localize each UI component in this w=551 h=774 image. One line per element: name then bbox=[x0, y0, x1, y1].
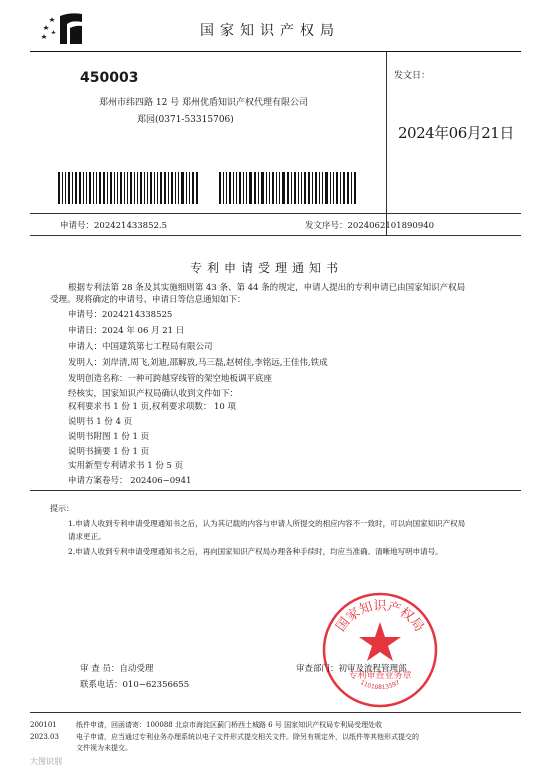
examiner: 自动受理 bbox=[119, 664, 154, 674]
examiner-line bbox=[80, 662, 153, 674]
field-application-date: 申请日：2024 年 06 月 21 日 bbox=[68, 326, 185, 336]
send-date: 2024年06月21日 bbox=[398, 124, 514, 142]
application-number-line bbox=[60, 219, 167, 231]
send-date-label: 发文日： bbox=[394, 71, 431, 81]
phone-line bbox=[80, 678, 189, 690]
watermark: 大图识别 bbox=[30, 757, 62, 766]
notes-heading: 提示： bbox=[50, 504, 74, 513]
barcode-right bbox=[219, 172, 359, 204]
received-intro: 经核实，国家知识产权局确认收到文件如下： bbox=[68, 389, 239, 399]
application-number: 202421433852.5 bbox=[94, 221, 168, 231]
field-application-no: 申请号：2024214338525 bbox=[68, 310, 173, 320]
note-item: 2.申请人收到专利申请受理通知书之后，再向国家知识产权局办理各种手续时，均应当准确、清晰地写明申请号。 bbox=[68, 547, 443, 556]
examiner-label: 审 查 员： bbox=[80, 664, 120, 674]
file-item: 申请方案卷号： 202406−0941 bbox=[68, 476, 192, 486]
column-divider bbox=[386, 51, 387, 235]
file-item: 权利要求书 1 份 1 页,权利要求项数： 10 项 bbox=[68, 402, 237, 412]
barcode-left bbox=[58, 172, 199, 204]
document-number-line bbox=[305, 219, 434, 231]
divider bbox=[30, 213, 521, 214]
file-item: 实用新型专利请求书 1 份 5 页 bbox=[68, 461, 184, 471]
footer-divider bbox=[30, 712, 521, 713]
file-item: 说明书附图 1 份 1 页 bbox=[68, 432, 150, 442]
divider bbox=[30, 235, 521, 236]
header-divider bbox=[30, 51, 521, 52]
electronic-instruction-cont: 文件视为未提交。 bbox=[76, 744, 132, 752]
note-item: 1.申请人收到专利申请受理通知书之后，认为其记载的内容与申请人所提交的相应内容不一致时，可以向国家知识产权局 bbox=[68, 519, 466, 528]
intro-text-cont: 受理。现将确定的申请号、申请日等信息通知如下： bbox=[50, 295, 246, 305]
document-number-label: 发文序号： bbox=[305, 221, 348, 231]
office-logo-icon bbox=[40, 10, 86, 46]
office-name: 国家知识产权局 bbox=[200, 23, 340, 39]
department: 初审及流程管理部 bbox=[338, 664, 407, 674]
recipient-address: 郑州市纬四路 12 号 郑州优盾知识产权代理有限公司 bbox=[99, 98, 309, 108]
phone-label: 联系电话： bbox=[80, 680, 123, 690]
recipient-contact: 郑园(0371-53315706) bbox=[137, 115, 234, 125]
field-inventors: 发明人：刘岸清,周飞,刘迪,邵解放,马三磊,赵树佳,李铭远,王佳伟,铁成 bbox=[68, 358, 328, 368]
department-line bbox=[296, 662, 407, 674]
electronic-instruction: 电子申请，应当通过专利业务办理系统以电子文件形式提交相关文件。除另有规定外，以纸件等其他形式提交的 bbox=[76, 733, 419, 741]
note-item: 请求更正。 bbox=[68, 532, 106, 541]
seal-top-text: 国家知识产权局 bbox=[333, 599, 427, 635]
field-invention-title: 发明创造名称：一种可跨越穿线管的架空地板调平底座 bbox=[68, 374, 273, 384]
file-item: 说明书摘要 1 份 1 页 bbox=[68, 447, 150, 457]
document-number: 2024062101890940 bbox=[347, 221, 435, 231]
form-code: 200101 bbox=[30, 721, 57, 729]
phone: 010−62356655 bbox=[122, 680, 190, 690]
form-version: 2023.03 bbox=[30, 733, 59, 741]
seal-bottom-text: 专利审查业务章 bbox=[348, 671, 412, 681]
file-item: 说明书 1 份 4 页 bbox=[68, 417, 133, 427]
mailing-instruction: 纸件申请，回函请寄：100088 北京市海淀区蓟门桥西土城路 6 号 国家知识产权局专利局受理处收 bbox=[76, 721, 383, 729]
postcode: 450003 bbox=[80, 70, 139, 86]
application-number-label: 申请号： bbox=[60, 221, 95, 231]
department-label: 审查部门： bbox=[296, 664, 339, 674]
official-seal bbox=[320, 590, 440, 710]
divider bbox=[30, 490, 521, 491]
document-title: 专利申请受理通知书 bbox=[190, 261, 344, 275]
intro-text: 根据专利法第 28 条及其实施细则第 43 条、第 44 条的规定，申请人提出的专利申请已由国家知识产权局 bbox=[68, 283, 466, 293]
field-applicant: 申请人：中国建筑第七工程局有限公司 bbox=[68, 342, 213, 352]
seal-number: 11010813597 bbox=[358, 679, 402, 692]
